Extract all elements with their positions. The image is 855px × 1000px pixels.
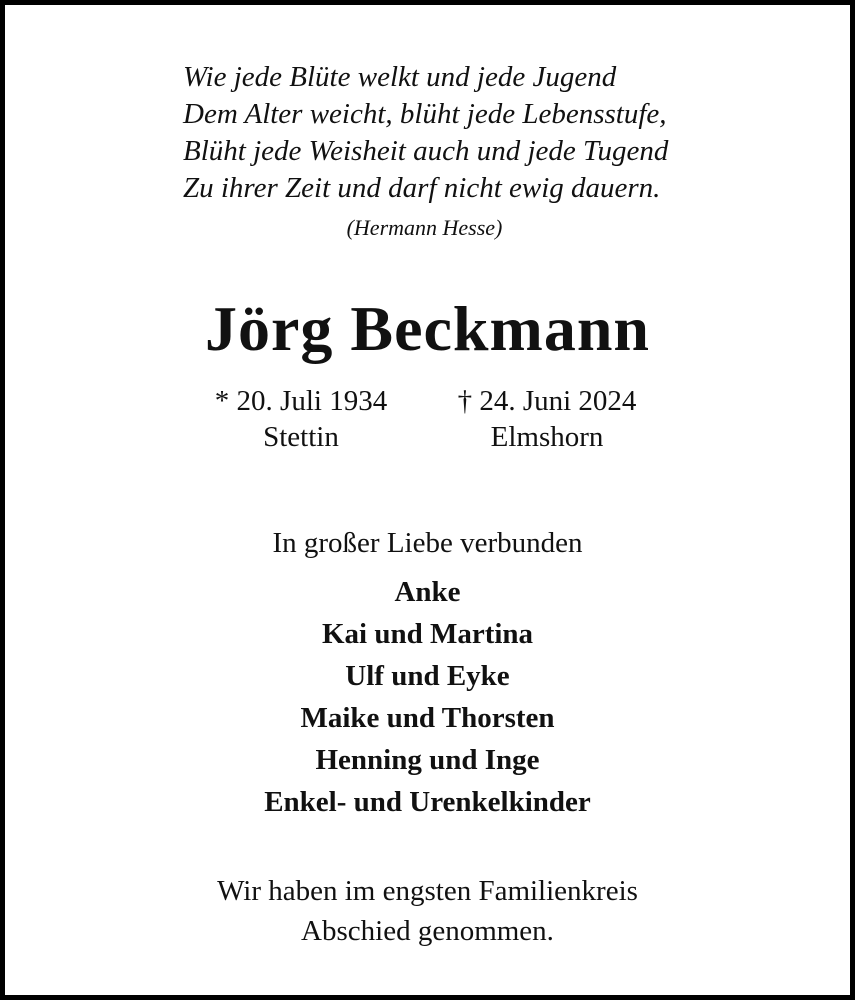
death-info xyxy=(439,383,655,455)
mourner-name: Enkel- und Urenkelkinder xyxy=(264,786,591,818)
poem-line: Zu ihrer Zeit und darf nicht ewig dauern. xyxy=(183,172,661,204)
death-place: Elmshorn xyxy=(490,421,604,453)
mourner-name: Henning und Inge xyxy=(315,744,540,776)
mourner-name: Kai und Martina xyxy=(321,618,534,650)
mourners-list xyxy=(5,571,850,823)
birth-date: * 20. Juli 1934 xyxy=(214,385,388,417)
poem-line: Dem Alter weicht, blüht jede Lebensstufe, xyxy=(183,98,667,130)
poem-line: Wie jede Blüte welkt und jede Jugend xyxy=(183,61,617,93)
mourner-name: Ulf und Eyke xyxy=(345,660,510,692)
birth-place: Stettin xyxy=(263,421,339,453)
closing-line: Abschied genommen. xyxy=(301,915,554,947)
poem-author-text: (Hermann Hesse) xyxy=(346,215,503,240)
poem-line: Blüht jede Weisheit auch und jede Tugend xyxy=(183,135,669,167)
mourner-name: Anke xyxy=(394,576,461,608)
poem-author xyxy=(5,215,850,241)
closing-line: Wir haben im engsten Familienkreis xyxy=(217,875,638,907)
death-date: † 24. Juni 2024 xyxy=(457,385,637,417)
poem-quote xyxy=(183,59,668,207)
mourner-name: Maike und Thorsten xyxy=(300,702,555,734)
deceased-name: Jörg Beckmann xyxy=(205,293,650,364)
closing-note xyxy=(5,871,850,951)
birth-info xyxy=(201,383,401,455)
family-intro: In großer Liebe verbunden xyxy=(272,527,583,559)
